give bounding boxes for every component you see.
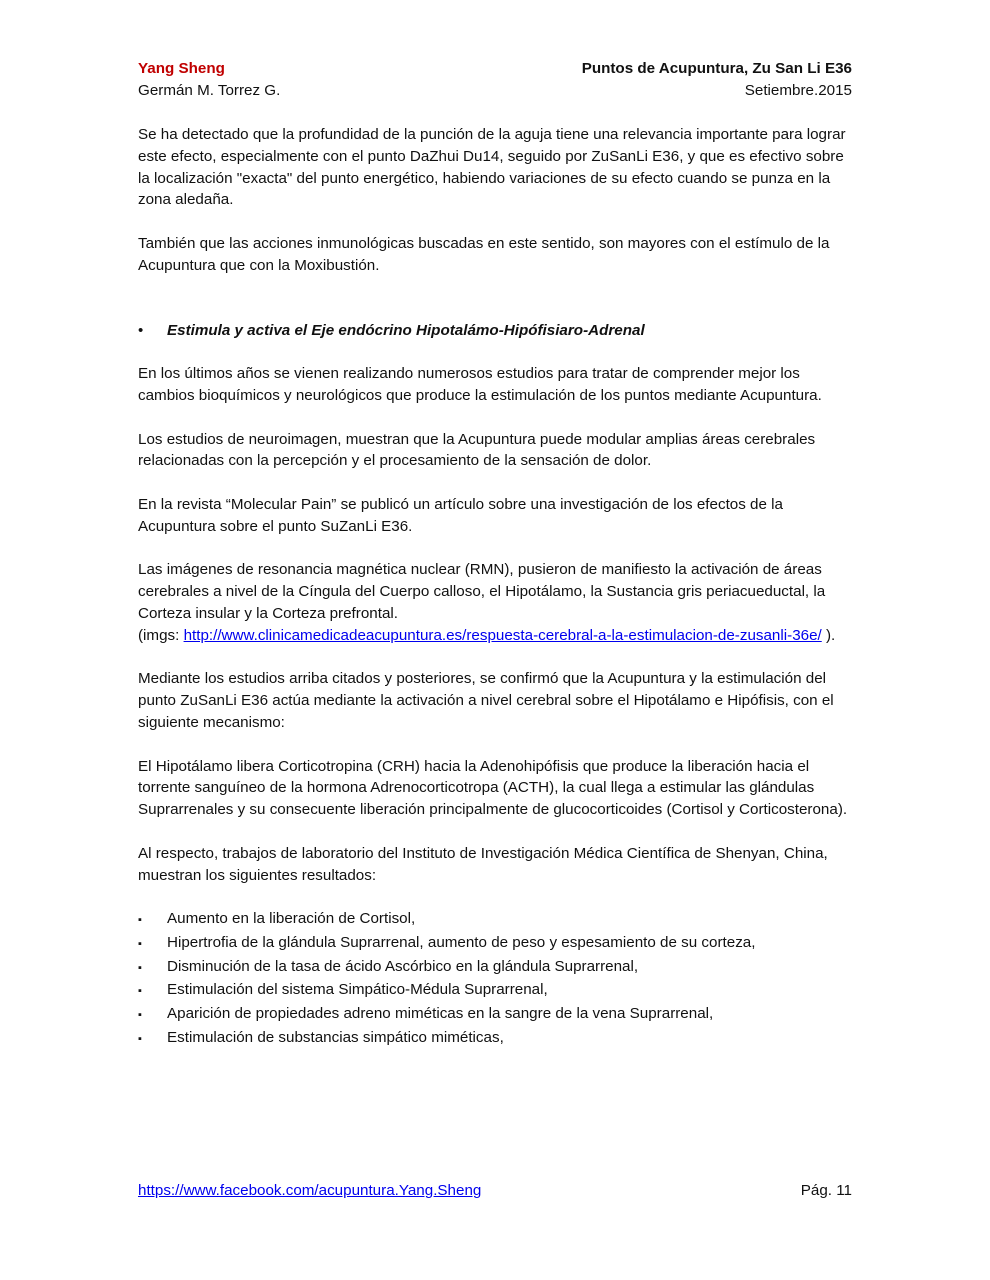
section-heading-text: Estimula y activa el Eje endócrino Hipotalámo-Hipófisiaro-Adrenal (167, 321, 645, 339)
rmn-text: Las imágenes de resonancia magnética nuclear (RMN), pusieron de manifiesto la activación de áreas cerebrales a nivel de la Cíngula del Cuerpo calloso, el Hipotálamo, la Sustancia gris periacueductal, la Corteza insular y la Corteza prefrontal. (138, 561, 826, 622)
header-row-1 (138, 58, 852, 80)
list-item (138, 908, 852, 932)
square-bullet-icon: ▪ (138, 914, 142, 927)
paragraph: En los últimos años se vienen realizando numerosos estudios para tratar de comprender mejor los cambios bioquímicos y neurológicos que produce la estimulación de los puntos mediante Acupuntura. (138, 365, 822, 404)
paragraph: Mediante los estudios arriba citados y posteriores, se confirmó que la Acupuntura y la estimulación del punto ZuSanLi E36 actúa mediante la activación a nivel cerebral sobre el Hipotálamo e Hipófisis, con el siguiente mecanismo: (138, 670, 834, 731)
list-item (138, 1003, 852, 1027)
paragraph: En la revista “Molecular Pain” se publicó un artículo sobre una investigación de los efectos de la Acupuntura sobre el punto SuZanLi E36. (138, 495, 783, 535)
imgs-prefix: (imgs: (138, 626, 184, 644)
footer-facebook-link[interactable]: https://www.facebook.com/acupuntura.Yang.Sheng (138, 1182, 482, 1199)
section-heading (138, 320, 852, 342)
list-item-text: Estimulación del sistema Simpático-Médula Suprarrenal, (167, 981, 548, 999)
list-item-text: Hipertrofia de la glándula Suprarrenal, aumento de peso y espesamiento de su corteza, (167, 933, 756, 951)
list-item-text: Disminución de la tasa de ácido Ascórbico en la glándula Suprarrenal, (167, 957, 639, 975)
square-bullet-icon: ▪ (138, 961, 142, 974)
list-item (138, 956, 852, 980)
main-content (138, 124, 852, 1051)
paragraph: El Hipotálamo libera Corticotropina (CRH) hacia la Adenohipófisis que produce la liberación hacia el torrente sanguíneo de la hormona Adrenocorticotropa (ACTH), la cual llega a estimular las glándulas Suprarrenales y su consecuente liberación principalmente de glucocorticoides (Cortisol y Corticosterona). (138, 757, 848, 819)
bullet-marker: • (138, 321, 144, 339)
list-item-text: Estimulación de substancias simpático miméticas, (167, 1029, 504, 1047)
page-number: Pág. 11 (800, 1182, 852, 1199)
paragraph: Al respecto, trabajos de laboratorio del Instituto de Investigación Médica Científica de Shenyan, China, muestran los siguientes resultados: (138, 844, 828, 884)
square-bullet-icon: ▪ (138, 1009, 142, 1022)
header-date: Setiembre.2015 (744, 82, 852, 99)
imgs-suffix: ). (821, 626, 836, 644)
rmn-paragraph (138, 559, 852, 646)
header-site-title: Yang Sheng (138, 60, 225, 77)
paragraph: Los estudios de neuroimagen, muestran que la Acupuntura puede modular amplias áreas cerebrales relacionadas con la percepción y el procesamiento de la sensación de dolor. (138, 430, 816, 470)
list-item (138, 979, 852, 1003)
page-footer (138, 1180, 852, 1202)
list-item (138, 932, 852, 956)
header-doc-title: Puntos de Acupuntura, Zu San Li E36 (581, 60, 852, 77)
square-bullet-icon: ▪ (138, 985, 142, 998)
document-page (138, 58, 852, 1051)
header-author: Germán M. Torrez G. (138, 82, 281, 99)
list-item-text: Aumento en la liberación de Cortisol, (167, 910, 416, 928)
results-list (138, 908, 852, 1051)
square-bullet-icon: ▪ (138, 937, 142, 950)
paragraph: También que las acciones inmunológicas buscadas en este sentido, son mayores con el estímulo de la Acupuntura que con la Moxibustión. (138, 234, 830, 274)
header-row-2 (138, 80, 852, 102)
square-bullet-icon: ▪ (138, 1033, 142, 1046)
imgs-link[interactable]: http://www.clinicamedicadeacupuntura.es/respuesta-cerebral-a-la-estimulacion-de-zusanli-36e/ (183, 626, 822, 644)
list-item (138, 1027, 852, 1051)
paragraph: Se ha detectado que la profundidad de la punción de la aguja tiene una relevancia importante para lograr este efecto, especialmente con el punto DaZhui Du14, seguido por ZuSanLi E36, y que es efectivo sobre la localización "exacta" del punto energético, habiendo variaciones de su efecto cuando se punza en la zona aledaña. (138, 126, 846, 209)
list-item-text: Aparición de propiedades adreno miméticas en la sangre de la vena Suprarrenal, (167, 1005, 714, 1023)
